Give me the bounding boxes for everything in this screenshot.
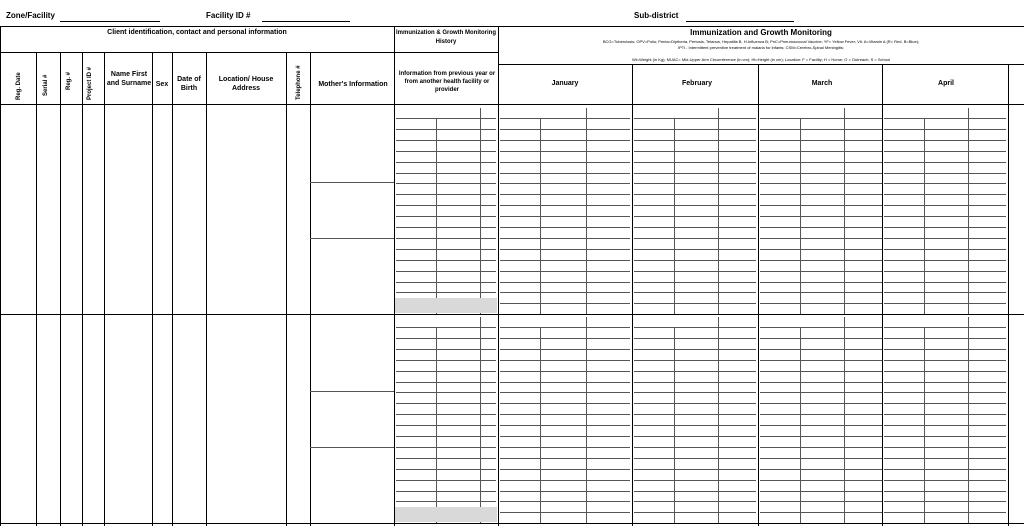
grid-col-line — [674, 118, 675, 314]
grid-row-rule — [396, 173, 496, 174]
grid-row-rule — [884, 216, 1006, 217]
grid-col-line — [480, 108, 481, 314]
grid-col-line — [800, 118, 801, 314]
grid-row-rule — [760, 458, 882, 459]
grid-row-rule — [760, 327, 882, 328]
shaded-cell — [395, 298, 497, 313]
grid-col-line — [924, 118, 925, 314]
grid-row-rule — [500, 414, 630, 415]
grid-row-rule — [634, 403, 756, 404]
grid-row-rule — [634, 162, 756, 163]
grid-row-rule — [634, 271, 756, 272]
mother-field-rule — [310, 447, 394, 448]
grid-row-rule — [396, 392, 496, 393]
grid-row-rule — [396, 183, 496, 184]
grid-row-rule — [396, 227, 496, 228]
grid-row-rule — [884, 501, 1006, 502]
grid-row-rule — [760, 447, 882, 448]
grid-row-rule — [500, 271, 630, 272]
client-info-heading: Client identification, contact and personal information — [107, 29, 287, 36]
grid-col-line — [436, 327, 437, 523]
grid-row-rule — [760, 162, 882, 163]
grid-row-rule — [396, 382, 496, 383]
grid-row-rule — [760, 151, 882, 152]
grid-row-rule — [500, 327, 630, 328]
grid-row-rule — [760, 282, 882, 283]
grid-row-rule — [760, 349, 882, 350]
grid-row-rule — [500, 469, 630, 470]
grid-row-rule — [396, 349, 496, 350]
grid-row-rule — [396, 414, 496, 415]
legend-line-2: IPTi - Intermittent preventive treatment of malaria for infants; CSM=Cerebro-Spinal Meningitis; — [677, 45, 845, 50]
grid-row-rule — [760, 382, 882, 383]
grid-row-rule — [634, 327, 756, 328]
grid-row-rule — [884, 327, 1006, 328]
grid-row-rule — [500, 447, 630, 448]
igm-heading: Immunization and Growth Monitoring — [690, 28, 832, 37]
grid-row-rule — [500, 140, 630, 141]
grid-row-rule — [760, 227, 882, 228]
grid-row-rule — [634, 512, 756, 513]
grid-row-rule — [760, 491, 882, 492]
grid-row-rule — [634, 260, 756, 261]
grid-row-rule — [500, 249, 630, 250]
col-line-3 — [82, 52, 83, 526]
grid-row-rule — [884, 183, 1006, 184]
grid-row-rule — [634, 282, 756, 283]
grid-row-rule — [760, 173, 882, 174]
grid-row-rule — [884, 392, 1006, 393]
grid-row-rule — [500, 282, 630, 283]
grid-row-rule — [760, 512, 882, 513]
grid-row-rule — [396, 425, 496, 426]
col-project-id: Project ID # — [87, 66, 93, 100]
subdistrict-field[interactable] — [686, 21, 794, 22]
col-line-11 — [498, 26, 499, 526]
grid-row-rule — [634, 292, 756, 293]
col-location: Location/ House Address — [218, 76, 274, 92]
grid-col-line — [480, 317, 481, 523]
grid-row-rule — [396, 140, 496, 141]
grid-row-rule — [760, 392, 882, 393]
grid-row-rule — [884, 173, 1006, 174]
grid-row-rule — [884, 271, 1006, 272]
record-separator — [0, 523, 1024, 524]
month-february: February — [682, 80, 712, 87]
grid-row-rule — [884, 458, 1006, 459]
grid-row-rule — [634, 392, 756, 393]
grid-row-rule — [396, 238, 496, 239]
grid-row-rule — [634, 382, 756, 383]
grid-row-rule — [760, 238, 882, 239]
col-serial: Serial # — [43, 74, 49, 96]
col-mother-info: Mother's Information — [318, 81, 388, 88]
grid-row-rule — [634, 140, 756, 141]
grid-row-rule — [884, 447, 1006, 448]
grid-col-line — [800, 327, 801, 523]
col-line-0 — [0, 26, 1, 526]
col-line-7 — [206, 52, 207, 526]
col-line-14 — [882, 64, 883, 526]
grid-row-rule — [500, 436, 630, 437]
grid-row-rule — [634, 227, 756, 228]
month-april: April — [938, 80, 954, 87]
grid-row-rule — [634, 349, 756, 350]
grid-row-rule — [760, 205, 882, 206]
grid-row-rule — [396, 403, 496, 404]
grid-row-rule — [634, 360, 756, 361]
grid-row-rule — [396, 162, 496, 163]
grid-row-rule — [884, 371, 1006, 372]
grid-row-rule — [760, 414, 882, 415]
grid-row-rule — [396, 360, 496, 361]
facility-id-label: Facility ID # — [206, 11, 251, 20]
grid-row-rule — [634, 238, 756, 239]
grid-row-rule — [884, 512, 1006, 513]
grid-row-rule — [396, 480, 496, 481]
grid-row-rule — [760, 260, 882, 261]
grid-row-rule — [396, 271, 496, 272]
grid-row-rule — [884, 205, 1006, 206]
grid-row-rule — [500, 173, 630, 174]
grid-row-rule — [500, 480, 630, 481]
col-name: Name First and Surname — [106, 71, 152, 87]
grid-col-line — [540, 327, 541, 523]
grid-row-rule — [500, 238, 630, 239]
grid-col-line — [586, 108, 587, 314]
grid-row-rule — [634, 447, 756, 448]
grid-col-line — [436, 118, 437, 314]
grid-row-rule — [634, 303, 756, 304]
grid-row-rule — [884, 249, 1006, 250]
grid-row-rule — [500, 349, 630, 350]
grid-row-rule — [500, 151, 630, 152]
grid-col-line — [674, 327, 675, 523]
grid-row-rule — [500, 458, 630, 459]
grid-row-rule — [500, 425, 630, 426]
grid-row-rule — [396, 282, 496, 283]
legend-line-3: Wt=Weight (in Kg); MUAC= Mid-Upper Arm Circumference (in cm); Ht=Height (in cm); Location: F = Facility; H = Home; O = Outreach; S = School — [631, 57, 891, 62]
grid-row-rule — [500, 501, 630, 502]
grid-row-rule — [634, 425, 756, 426]
grid-row-rule — [884, 303, 1006, 304]
grid-row-rule — [634, 194, 756, 195]
grid-row-rule — [634, 414, 756, 415]
col-line-13 — [758, 64, 759, 526]
col-reg: Reg. # — [66, 71, 72, 90]
grid-row-rule — [396, 260, 496, 261]
grid-row-rule — [884, 282, 1006, 283]
grid-row-rule — [760, 371, 882, 372]
grid-row-rule — [634, 501, 756, 502]
grid-row-rule — [500, 118, 630, 119]
zone-facility-field[interactable] — [60, 21, 160, 22]
grid-row-rule — [634, 205, 756, 206]
col-line-10 — [394, 26, 395, 526]
grid-row-rule — [884, 349, 1006, 350]
history-heading: Immunization & Growth Monitoring History — [396, 30, 496, 45]
record-separator — [0, 314, 1024, 315]
grid-row-rule — [884, 140, 1006, 141]
grid-row-rule — [500, 260, 630, 261]
grid-row-rule — [884, 414, 1006, 415]
grid-row-rule — [760, 303, 882, 304]
grid-row-rule — [884, 227, 1006, 228]
grid-row-rule — [884, 162, 1006, 163]
grid-col-line — [968, 108, 969, 314]
grid-row-rule — [634, 469, 756, 470]
grid-row-rule — [634, 129, 756, 130]
shaded-cell — [395, 507, 497, 522]
grid-col-line — [718, 108, 719, 314]
grid-row-rule — [396, 194, 496, 195]
col-line-12 — [632, 64, 633, 526]
col-line-1 — [36, 52, 37, 526]
grid-row-rule — [884, 260, 1006, 261]
grid-row-rule — [884, 436, 1006, 437]
col-line-2 — [60, 52, 61, 526]
grid-row-rule — [396, 371, 496, 372]
grid-row-rule — [884, 480, 1006, 481]
zone-facility-label: Zone/Facility — [6, 11, 55, 20]
col-line-5 — [152, 52, 153, 526]
grid-row-rule — [396, 216, 496, 217]
grid-row-rule — [760, 216, 882, 217]
grid-row-rule — [500, 162, 630, 163]
grid-col-line — [540, 118, 541, 314]
section-rule-history — [396, 52, 498, 53]
grid-row-rule — [634, 436, 756, 437]
grid-row-rule — [760, 249, 882, 250]
col-sex: Sex — [155, 81, 169, 88]
grid-row-rule — [500, 216, 630, 217]
col-line-8 — [286, 52, 287, 526]
grid-row-rule — [396, 205, 496, 206]
grid-row-rule — [760, 271, 882, 272]
grid-row-rule — [396, 491, 496, 492]
grid-row-rule — [760, 292, 882, 293]
grid-row-rule — [634, 173, 756, 174]
grid-row-rule — [884, 292, 1006, 293]
mother-field-rule — [310, 238, 394, 239]
grid-row-rule — [634, 216, 756, 217]
grid-row-rule — [760, 480, 882, 481]
grid-col-line — [718, 317, 719, 523]
grid-row-rule — [760, 403, 882, 404]
grid-row-rule — [884, 425, 1006, 426]
grid-row-rule — [884, 403, 1006, 404]
section-rule-igm — [498, 64, 1024, 65]
grid-row-rule — [760, 140, 882, 141]
month-march: March — [811, 80, 833, 87]
mother-field-rule — [310, 182, 394, 183]
grid-row-rule — [760, 501, 882, 502]
grid-row-rule — [634, 118, 756, 119]
col-telephone: Telephone # — [296, 65, 302, 100]
grid-row-rule — [500, 392, 630, 393]
grid-row-rule — [760, 183, 882, 184]
grid-row-rule — [396, 249, 496, 250]
grid-row-rule — [396, 338, 496, 339]
grid-row-rule — [884, 338, 1006, 339]
grid-row-rule — [500, 292, 630, 293]
grid-row-rule — [884, 151, 1006, 152]
col-line-9 — [310, 52, 311, 526]
column-header-rule — [0, 104, 1024, 105]
grid-row-rule — [396, 501, 496, 502]
col-reg-date: Reg. Date — [16, 72, 22, 100]
grid-row-rule — [884, 238, 1006, 239]
grid-row-rule — [396, 327, 496, 328]
facility-id-field[interactable] — [262, 21, 350, 22]
grid-col-line — [844, 317, 845, 523]
grid-col-line — [586, 317, 587, 523]
grid-row-rule — [396, 118, 496, 119]
grid-row-rule — [634, 249, 756, 250]
grid-row-rule — [500, 227, 630, 228]
grid-row-rule — [634, 338, 756, 339]
grid-row-rule — [396, 447, 496, 448]
grid-row-rule — [884, 382, 1006, 383]
grid-row-rule — [760, 469, 882, 470]
grid-row-rule — [634, 183, 756, 184]
grid-col-line — [968, 317, 969, 523]
grid-row-rule — [634, 480, 756, 481]
grid-col-line — [844, 108, 845, 314]
grid-row-rule — [760, 436, 882, 437]
grid-row-rule — [396, 292, 496, 293]
legend-line-1: BCG=Tuberclosis; OPV=Polio; Penta=Diptheria, Pertosis, Tetanus, Hepatitis B, H-Influenza B; PnC=Pneumococcal Vaccine; YF= Yellow Fever; Vit. A=Vitamin A (R= Red, B=Blue); — [602, 39, 920, 44]
grid-row-rule — [396, 458, 496, 459]
grid-row-rule — [760, 360, 882, 361]
grid-row-rule — [500, 491, 630, 492]
top-rule — [0, 26, 1024, 27]
grid-row-rule — [500, 205, 630, 206]
col-line-15 — [1008, 64, 1009, 526]
grid-row-rule — [396, 129, 496, 130]
grid-row-rule — [500, 338, 630, 339]
grid-row-rule — [884, 491, 1006, 492]
grid-row-rule — [760, 425, 882, 426]
grid-row-rule — [500, 371, 630, 372]
grid-row-rule — [500, 403, 630, 404]
grid-row-rule — [396, 151, 496, 152]
col-dob: Date of Birth — [177, 76, 201, 92]
grid-row-rule — [500, 303, 630, 304]
grid-row-rule — [500, 382, 630, 383]
subdistrict-label: Sub-district — [634, 11, 679, 20]
grid-row-rule — [634, 151, 756, 152]
grid-row-rule — [884, 360, 1006, 361]
grid-row-rule — [760, 338, 882, 339]
grid-row-rule — [396, 436, 496, 437]
grid-row-rule — [760, 118, 882, 119]
grid-row-rule — [500, 360, 630, 361]
grid-row-rule — [884, 469, 1006, 470]
grid-row-rule — [884, 194, 1006, 195]
grid-row-rule — [500, 183, 630, 184]
grid-row-rule — [500, 129, 630, 130]
grid-row-rule — [884, 118, 1006, 119]
mother-field-rule — [310, 391, 394, 392]
month-january: January — [551, 80, 579, 87]
grid-col-line — [924, 327, 925, 523]
grid-row-rule — [760, 129, 882, 130]
grid-row-rule — [634, 458, 756, 459]
col-prev-info: Information from previous year or from another health facility or provider — [398, 71, 496, 93]
grid-row-rule — [500, 194, 630, 195]
grid-row-rule — [634, 371, 756, 372]
col-line-6 — [172, 52, 173, 526]
grid-row-rule — [396, 469, 496, 470]
grid-row-rule — [500, 512, 630, 513]
grid-row-rule — [884, 129, 1006, 130]
col-line-4 — [104, 52, 105, 526]
grid-row-rule — [634, 491, 756, 492]
grid-row-rule — [760, 194, 882, 195]
